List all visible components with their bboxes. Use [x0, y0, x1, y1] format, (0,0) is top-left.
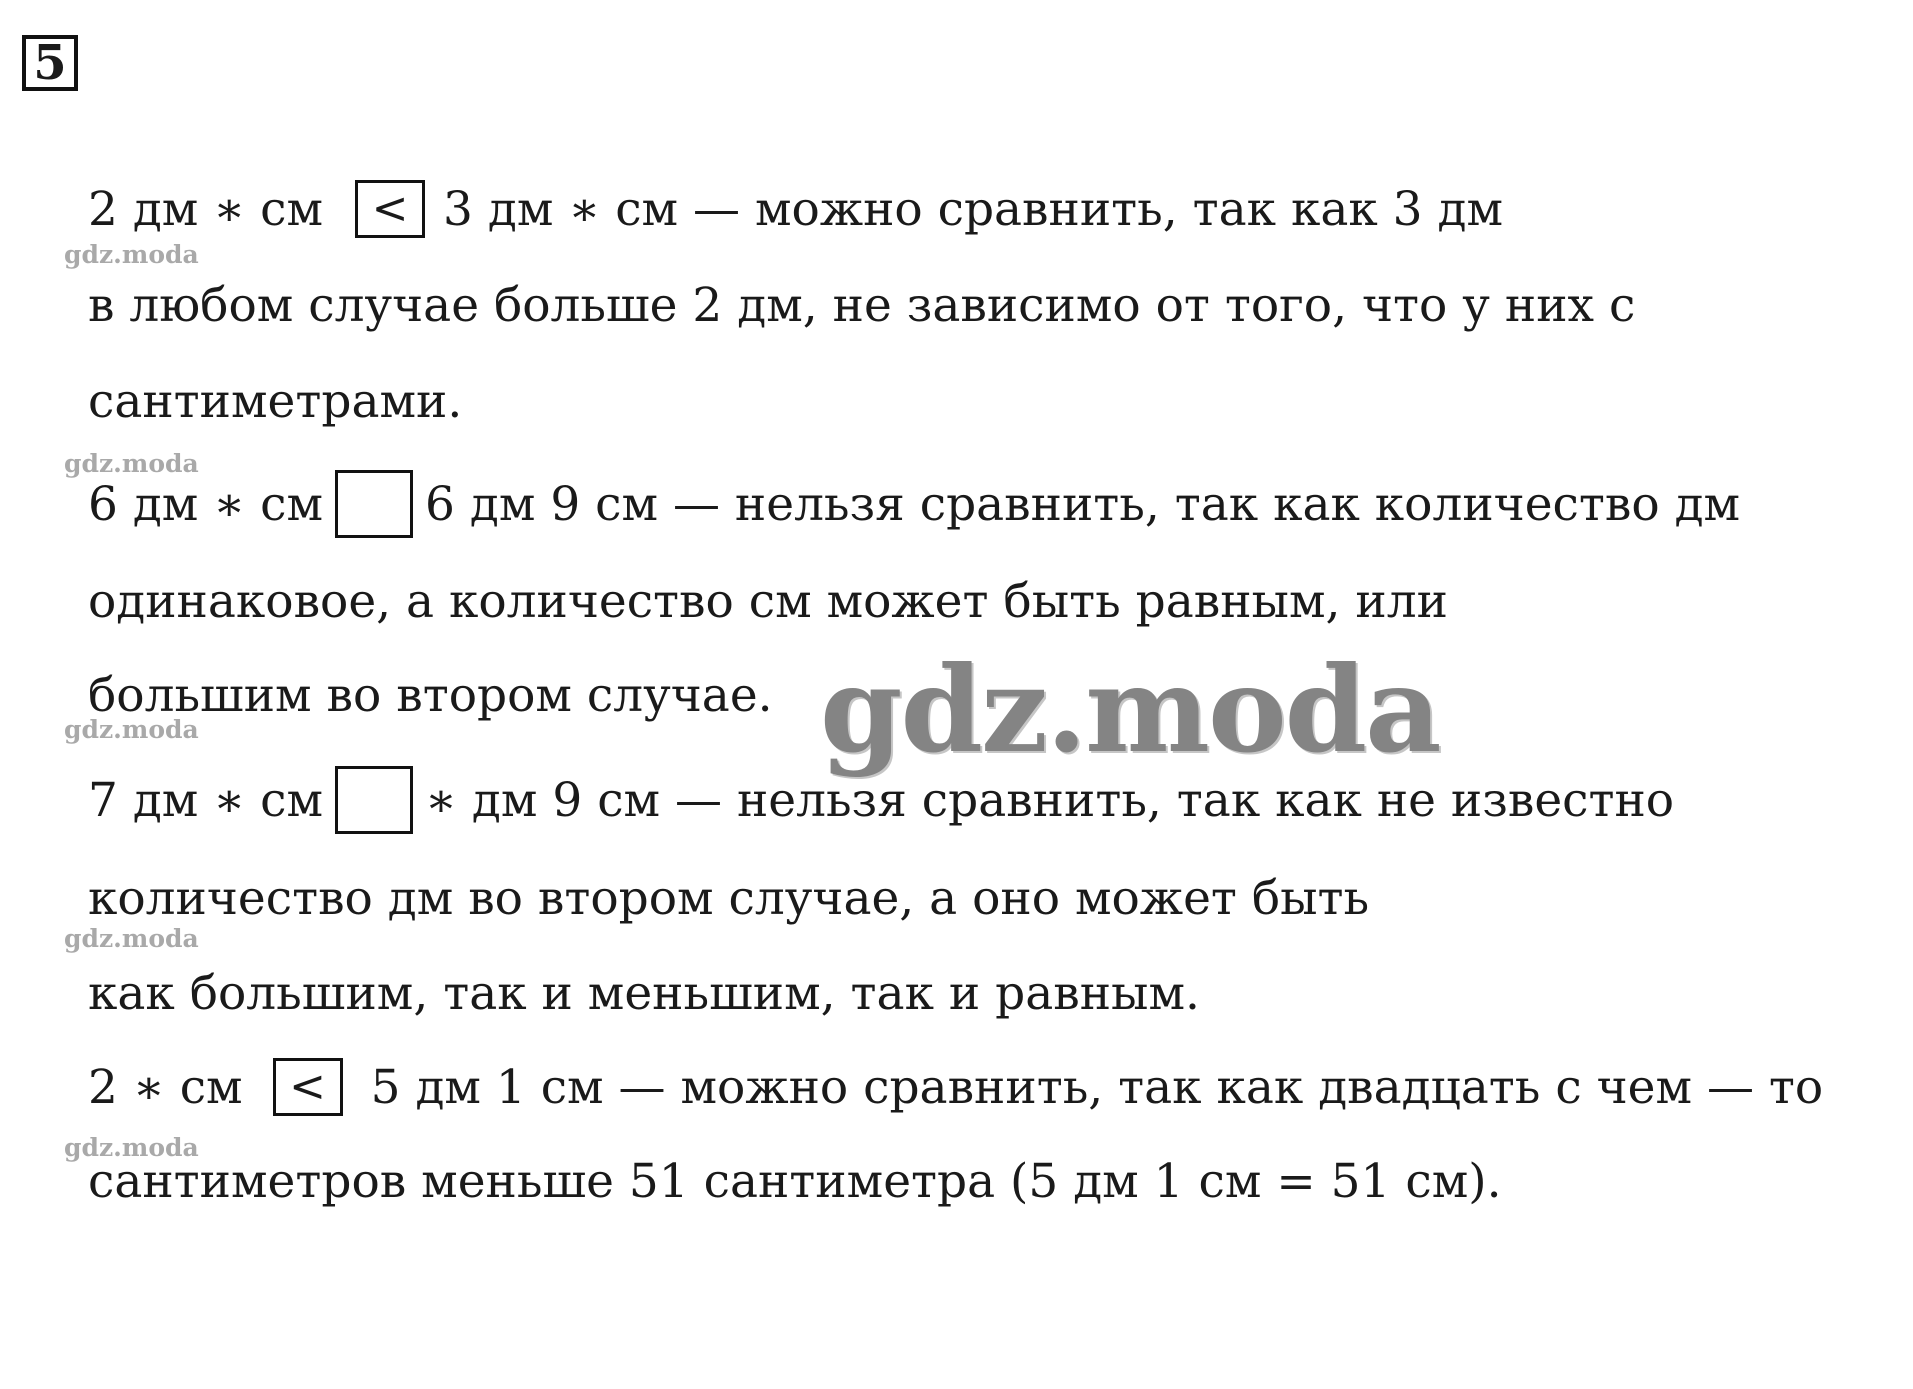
text-line: как большим, так и меньшим, так и равным. — [88, 966, 1200, 1021]
task-number: 5 — [33, 35, 67, 91]
comparison-box — [273, 1058, 343, 1116]
comparison-sign: < — [371, 183, 409, 234]
text-line: количество дм во втором случае, а оно может быть — [88, 871, 1370, 926]
expression-left: 7 дм ∗ см — [88, 772, 324, 828]
watermark-large: gdz.moda — [820, 640, 1440, 779]
expression-right: 6 дм 9 см — нельзя сравнить, так как количество дм — [425, 476, 1741, 532]
watermark-small: gdz.moda — [64, 449, 199, 478]
expression-right: 3 дм ∗ см — можно сравнить, так как 3 дм — [443, 181, 1504, 237]
comparison-box-empty — [335, 766, 413, 834]
text-line: сантиметров меньше 51 сантиметра (5 дм 1 см = 51 см). — [88, 1154, 1502, 1209]
text-line: одинаковое, а количество см может быть равным, или — [88, 574, 1448, 629]
task-number-box — [22, 35, 78, 91]
comparison-box — [355, 180, 425, 238]
watermark-small: gdz.moda — [64, 1133, 199, 1162]
text-line — [88, 470, 1740, 538]
expression-left: 2 дм ∗ см — [88, 181, 324, 237]
expression-left: 6 дм ∗ см — [88, 476, 324, 532]
expression-right: 5 дм 1 см — можно сравнить, так как двадцать с чем — то — [370, 1059, 1824, 1115]
text-line: в любом случае больше 2 дм, не зависимо от того, что у них с — [88, 278, 1636, 333]
comparison-box-empty — [335, 470, 413, 538]
text-line — [88, 180, 1503, 238]
watermark-small: gdz.moda — [64, 924, 199, 953]
expression-left: 2 ∗ см — [88, 1059, 243, 1115]
text-line: сантиметрами. — [88, 374, 463, 429]
text-line — [88, 1058, 1823, 1116]
comparison-sign: < — [289, 1061, 327, 1112]
expression-right: ∗ дм 9 см — нельзя сравнить, так как не известно — [425, 772, 1675, 828]
watermark-small: gdz.moda — [64, 715, 199, 744]
watermark-small: gdz.moda — [64, 240, 199, 269]
text-line: большим во втором случае. — [88, 668, 773, 723]
